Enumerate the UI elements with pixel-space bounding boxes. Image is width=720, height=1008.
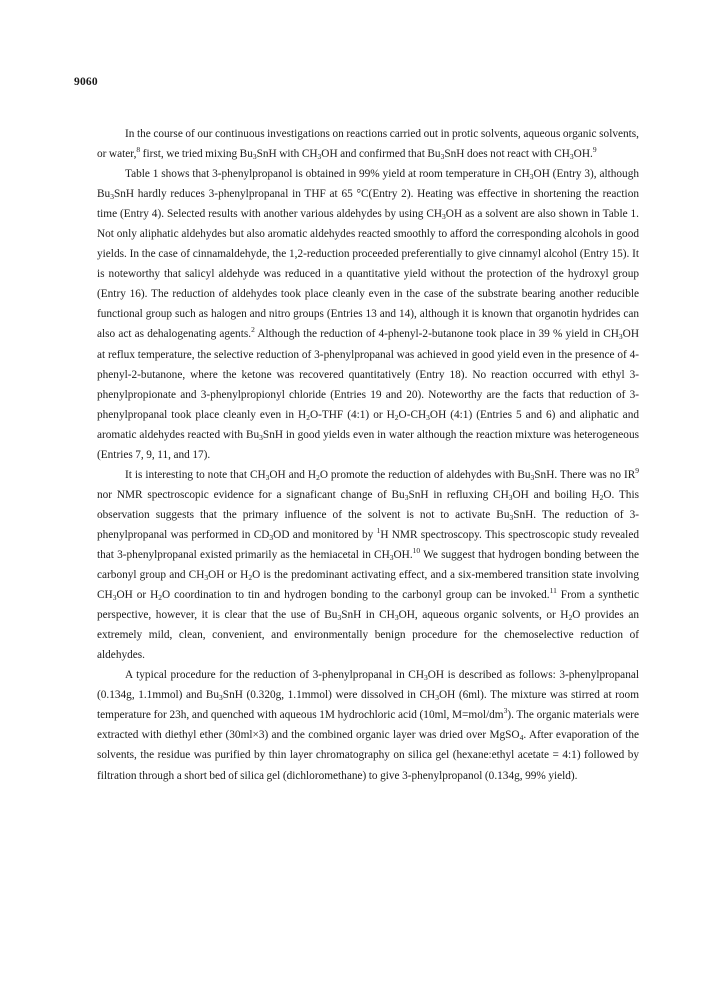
paragraph-table-results: Table 1 shows that 3-phenylpropanol is obtained in 99% yield at room temperature in $CH_3OH$ (Entry 3), although $Bu_3SnH$ hardly reduces 3-phenylpropanal in THF at 65 °C(Entry 2). Heating was effective in shortening the reaction time (Entry 4). Selected results with another various aldehydes by using $CH_3OH$ as a solvent are also shown in Table 1. Not only aliphatic aldehydes but also aromatic aldehydes reacted smoothly to afford the corresponding alcohols in good yields. In the case of cinnamaldehyde, the 1,2-reduction proceeded preferentially to give cinnamyl alcohol (Entry 15). It is noteworthy that salicyl aldehyde was reduced in a quantitative yield without the protection of the hydroxyl group (Entry 16). The reduction of aldehydes took place cleanly even in the case of the substrate bearing another reducible functional group such as halogen and nitro groups (Entries 13 and 14), although it is known that organotin hydrides can also act as dehalogenating agents.$^2$ Although the reduction of 4-phenyl-2-butanone took place in 39 % yield in $CH_3OH$ at reflux temperature, the selective reduction of 3-phenylpropanal was achieved in good yield even in the presence of 4-phenyl-2-butanone, where the ketone was recovered quantitatively (Entry 18). No reaction occurred with ethyl 3-phenylpropionate and 3-phenylpropionyl chloride (Entries 19 and 20). Noteworthy are the facts that reduction of 3-phenylpropanal took place cleanly even in $H_2O$-THF (4:1) or $H_2O-CH_3OH$ (4:1) (Entries 5 and 6) and aliphatic and aromatic aldehydes reacted with $Bu_3SnH$ in good yields even in water although the reaction mixture was heterogeneous (Entries 7, 9, 11, and 17). [97,168,639,461]
paragraph-mechanism: It is interesting to note that $CH_3OH$ and $H_2O$ promote the reduction of aldehydes with $Bu_3SnH$. There was no $IR^9$ nor NMR spectroscopic evidence for a signaficant change of $Bu_3SnH$ in refluxing $CH_3OH$ and boiling $H_2O$. This observation suggests that the primary influence of the solvent is not to activate $Bu_3SnH$. The reduction of 3-phenylpropanal was performed in $CD_3OD$ and monitored by $^1$H NMR spectroscopy. This spectroscopic study revealed that 3-phenylpropanal existed primarily as the hemiacetal in $CH_3OH.^{10}$ We suggest that hydrogen bonding between the carbonyl group and $CH_3OH$ or $H_2O$ is the predominant activating effect, and a six-membered transition state involving $CH_3OH$ or $H_2O$ coordination to tin and hydrogen bonding to the carbonyl group can be invoked.$^{11}$ From a synthetic perspective, however, it is clear that the use of $Bu_3SnH$ in $CH_3OH$, aqueous organic solvents, or $H_2O$ provides an extremely mild, clean, convenient, and environmentally benign procedure for the chemoselective reduction of aldehydes. [97,465,640,662]
paragraph-procedure: A typical procedure for the reduction of 3-phenylpropanal in $CH_3OH$ is described as follows: 3-phenylpropanal (0.134g, 1.1mmol) and $Bu_3SnH$ (0.320g, 1.1mmol) were dissolved in $CH_3OH$ (6ml). The mixture was stirred at room temperature for 23h, and quenched with aqueous 1M hydrochloric acid (10ml, $M=mol/dm^3$). The organic materials were extracted with diethyl ether (30ml×3) and the combined organic layer was dried over MgSO$_4$. After evaporation of the solvents, the residue was purified by thin layer chromatography on silica gel (hexane:ethyl acetate = 4:1) followed by filtration through a short bed of silica gel (dichloromethane) to give 3-phenylpropanol (0.134g, 99% yield). [97,669,640,782]
article-body [97,124,639,786]
paragraph-intro: In the course of our continuous investigations on reactions carried out in protic solvents, aqueous organic solvents, or water,$^8$ first, we tried mixing $Bu_3SnH$ with $CH_3OH$ and confirmed that $Bu_3SnH$ does not react with $CH_3OH.^9$ [97,128,639,162]
page-number: 9060 [74,76,98,88]
